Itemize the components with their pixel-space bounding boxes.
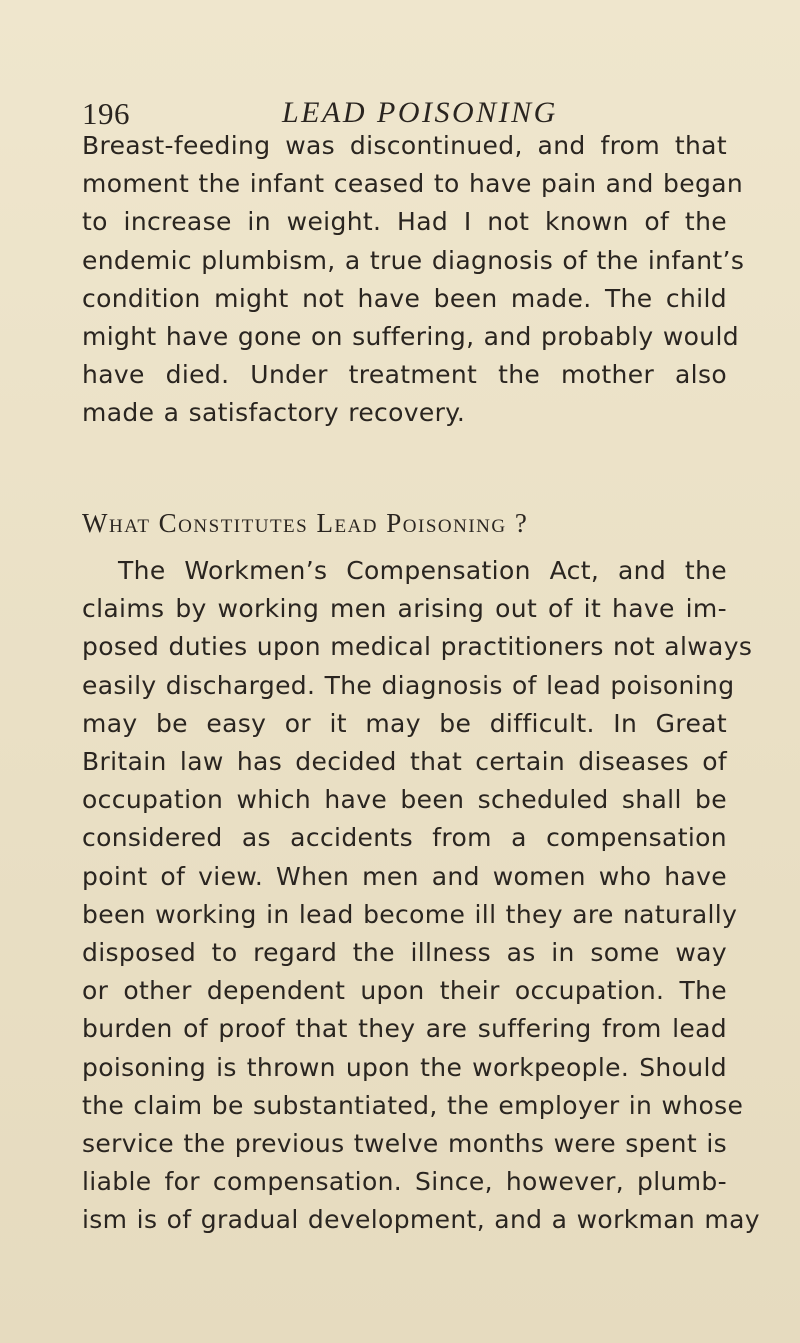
- text-line: Breast-feeding was discontinued, and from that: [82, 131, 727, 160]
- text-line: burden of proof that they are suffering from lead: [82, 1014, 727, 1044]
- text-line: easily discharged. The diagnosis of lead poisoning: [82, 670, 735, 700]
- section-heading: What Constitutes Lead Poisoning ?: [82, 508, 529, 538]
- text-line: liable for compensation. Since, however, plumb-: [82, 1167, 727, 1197]
- text-line: posed duties upon medical practitioners not always: [82, 632, 753, 662]
- text-line: may be easy or it may be difficult. In Great: [82, 708, 727, 738]
- text-line: poisoning is thrown upon the workpeople. Should: [82, 1052, 727, 1082]
- text-line: been working in lead become ill they are naturally: [82, 899, 738, 929]
- text-line: considered as accidents from a compensation: [82, 823, 727, 853]
- text-line: ism is of gradual development, and a workman may: [82, 1205, 760, 1235]
- text-line: disposed to regard the illness as in some way: [82, 938, 727, 968]
- text-line: might have gone on suffering, and probably would: [82, 322, 739, 352]
- text-line: made a satisfactory recovery.: [82, 398, 466, 428]
- text-line: endemic plumbism, a true diagnosis of the infant’s: [82, 245, 745, 275]
- text-line: The Workmen’s Compensation Act, and the: [118, 556, 727, 585]
- paragraph-1: [82, 127, 745, 433]
- running-title: LEAD POISONING: [282, 96, 558, 129]
- text-line: point of view. When men and women who have: [82, 861, 727, 891]
- paragraph-2: [82, 552, 760, 1240]
- text-line: Britain law has decided that certain diseases of: [82, 747, 727, 777]
- text-line: the claim be substantiated, the employer in whose: [82, 1090, 744, 1120]
- text-line: condition might not have been made. The child: [82, 283, 727, 313]
- text-line: moment the infant ceased to have pain and began: [82, 169, 744, 199]
- text-line: service the previous twelve months were spent is: [82, 1129, 727, 1159]
- text-line: to increase in weight. Had I not known of the: [82, 207, 727, 237]
- text-line: occupation which have been scheduled shall be: [82, 785, 727, 815]
- text-line: have died. Under treatment the mother also: [82, 360, 727, 390]
- text-line: claims by working men arising out of it have im-: [82, 594, 727, 624]
- text-line: or other dependent upon their occupation. The: [82, 976, 727, 1006]
- page-number: 196: [82, 96, 130, 131]
